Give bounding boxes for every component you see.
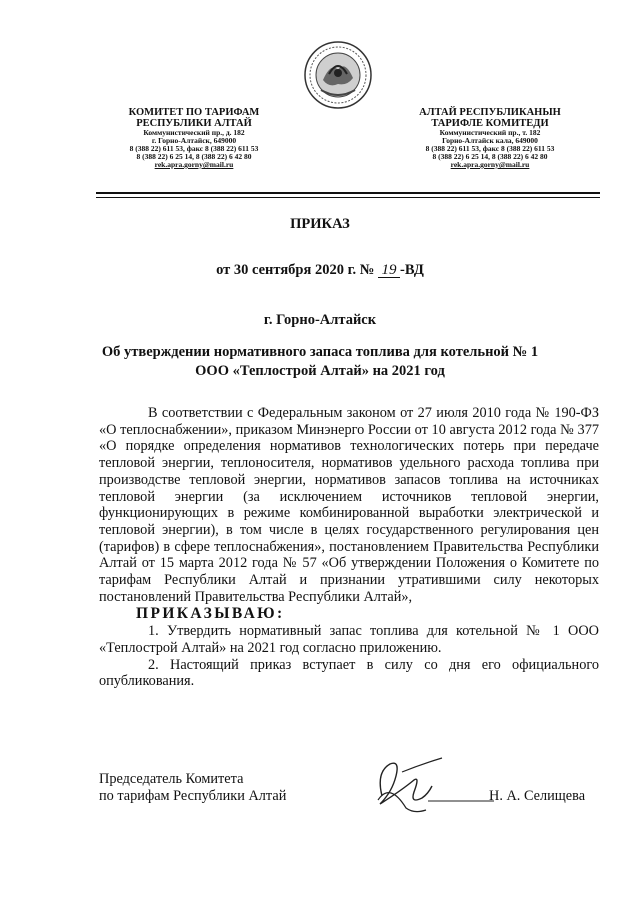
date-prefix: от 30 сентября 2020 г. № [216, 262, 375, 278]
number-suffix: -ВД [399, 262, 424, 278]
subject-line: ООО «Теплострой Алтай» на 2021 год [195, 363, 445, 379]
city-line: г. Горно-Алтайск, 649000 [151, 136, 237, 145]
email-link[interactable]: rek.apra.gorny@mail.ru [154, 160, 234, 169]
document-date-number [0, 262, 640, 279]
org-name-alt-line1: АЛТАЙ РЕСПУБЛИКАНЫН [419, 107, 561, 118]
emblem-seal [303, 40, 373, 110]
signatory-position [99, 771, 286, 805]
document-subject [0, 343, 640, 381]
position-line: Председатель Комитета [99, 771, 244, 787]
handwritten-signature [362, 752, 502, 822]
header-divider-thin [96, 197, 600, 198]
handwritten-number: 19 [378, 263, 400, 278]
city-line: Горно-Алтайск кала, 649000 [442, 136, 538, 145]
order-word: ПРИКАЗЫВАЮ: [136, 605, 285, 623]
org-name-ru-line2: РЕСПУБЛИКИ АЛТАЙ [136, 118, 252, 129]
order-item-1: 1. Утвердить нормативный запас топлива для котельной № 1 ООО «Теплострой Алтай» на 2021 год согласно приложению. [99, 623, 599, 656]
position-line: по тарифам Республики Алтай [99, 788, 287, 804]
city: г. Горно-Алтайск [263, 312, 377, 328]
address-line: Коммунистический пр., т. 182 [439, 128, 541, 137]
email-link[interactable]: rek.apra.gorny@mail.ru [450, 160, 530, 169]
document-type: ПРИКАЗ [290, 216, 350, 232]
org-name-ru-line1: КОМИТЕТ ПО ТАРИФАМ [128, 107, 260, 118]
address-line: Коммунистический пр., д. 182 [143, 128, 245, 137]
header-right [390, 107, 590, 169]
header-divider-thick [96, 192, 600, 194]
org-name-alt-line2: ТАРИФЛЕ КОМИТЕДИ [431, 118, 549, 129]
phone-line: 8 (388 22) 611 53, факс 8 (388 22) 611 53 [129, 144, 259, 153]
order-item-2: 2. Настоящий приказ вступает в силу со дня его официального опубликования. [99, 656, 599, 690]
phone-line: 8 (388 22) 6 25 14, 8 (388 22) 6 42 80 [432, 152, 548, 161]
preamble-paragraph: В соответствии с Федеральным законом от 27 июля 2010 года № 190-ФЗ «О теплоснабжении», приказом Минэнерго России от 10 августа 2012 года № 377 «О порядке определения нормативов технологических потерь при передаче тепловой энергии, теплоносителя, нормативов удельного расхода топлива при производстве тепловой энергии, нормативов запасов топлива на источниках тепловой энергии (за исключением источников тепловой энергии, функционирующих в режиме комбинированной выработки электрической и тепловой энергии), в том числе в целях государственного регулирования цен (тарифов) в сфере теплоснабжения», постановлением Правительства Республики Алтай от 15 марта 2012 года № 57 «Об утверждении Положения о Комитете по тарифам Республики Алтай и признании утратившими силу некоторых постановлений Правительства Республики Алтай», [99, 405, 599, 605]
subject-line: Об утверждении нормативного запаса топлива для котельной № 1 [101, 344, 539, 360]
document-body [99, 405, 599, 690]
header-left [98, 107, 290, 169]
phone-line: 8 (388 22) 6 25 14, 8 (388 22) 6 42 80 [136, 152, 252, 161]
signatory-name: Н. А. Селищева [489, 788, 586, 804]
phone-line: 8 (388 22) 611 53, факс 8 (388 22) 611 53 [425, 144, 555, 153]
